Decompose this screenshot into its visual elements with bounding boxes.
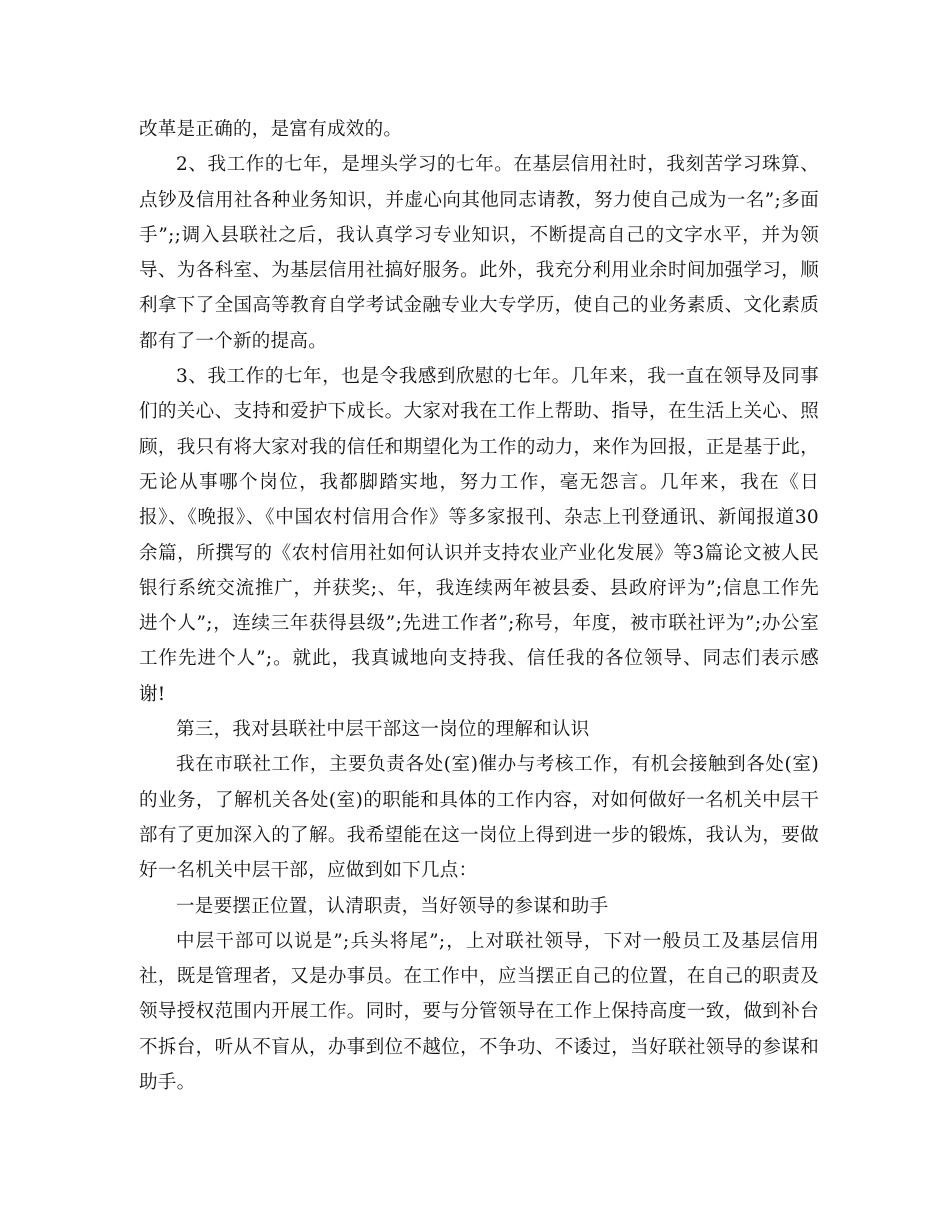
subsection-heading: 一是要摆正位置，认清职责，当好领导的参谋和助手 (176, 895, 609, 917)
document-body (139, 112, 819, 1100)
paragraph: 中层干部可以说是”;兵头将尾”;，上对联社领导，下对一般员工及基层信用社，既是管理者，又是办事员。在工作中，应当摆正自己的位置，在自己的职责及领导授权范围内开展工作。同时，要与分管领导在工作上保持高度一致，做到补台不拆台，听从不盲从，办事到位不越位，不争功、不诿过，当好联社领导的参谋和助手。 (139, 930, 819, 1094)
paragraph: 3、我工作的七年，也是令我感到欣慰的七年。几年来，我一直在领导及同事们的关心、支持和爱护下成长。大家对我在工作上帮助、指导，在生活上关心、照顾，我只有将大家对我的信任和期望化为工作的动力，来作为回报，正是基于此，无论从事哪个岗位，我都脚踏实地，努力工作，毫无怨言。几年来，我在《日报》、《晚报》、《中国农村信用合作》等多家报刊、杂志上刊登通讯、新闻报道30余篇，所撰写的《农村信用社如何认识并支持农业产业化发展》等3篇论文被人民银行系统交流推广，并获奖;、年，我连续两年被县委、县政府评为”;信息工作先进个人”;，连续三年获得县级”;先进工作者”;称号，年度，被市联社评为”;办公室工作先进个人”;。就此，我真诚地向支持我、信任我的各位领导、同志们表示感谢! (139, 366, 819, 705)
section-heading: 第三，我对县联社中层干部这一岗位的理解和认识 (176, 719, 590, 741)
paragraph: 2、我工作的七年，是埋头学习的七年。在基层信用社时，我刻苦学习珠算、点钞及信用社各种业务知识，并虚心向其他同志请教，努力使自己成为一名”;多面手”;;调入县联社之后，我认真学习专业知识，不断提高自己的文字水平，并为领导、为各科室、为基层信用社搞好服务。此外，我充分利用业余时间加强学习，顺利拿下了全国高等教育自学考试金融专业大专学历，使自己的业务素质、文化素质都有了一个新的提高。 (139, 154, 819, 352)
paragraph: 我在市联社工作，主要负责各处(室)催办与考核工作，有机会接触到各处(室)的业务，了解机关各处(室)的职能和具体的工作内容，对如何做好一名机关中层干部有了更加深入的了解。我希望能在这一岗位上得到进一步的锻炼，我认为，要做好一名机关中层干部，应做到如下几点： (139, 754, 819, 882)
paragraph: 改革是正确的，是富有成效的。 (139, 119, 403, 140)
